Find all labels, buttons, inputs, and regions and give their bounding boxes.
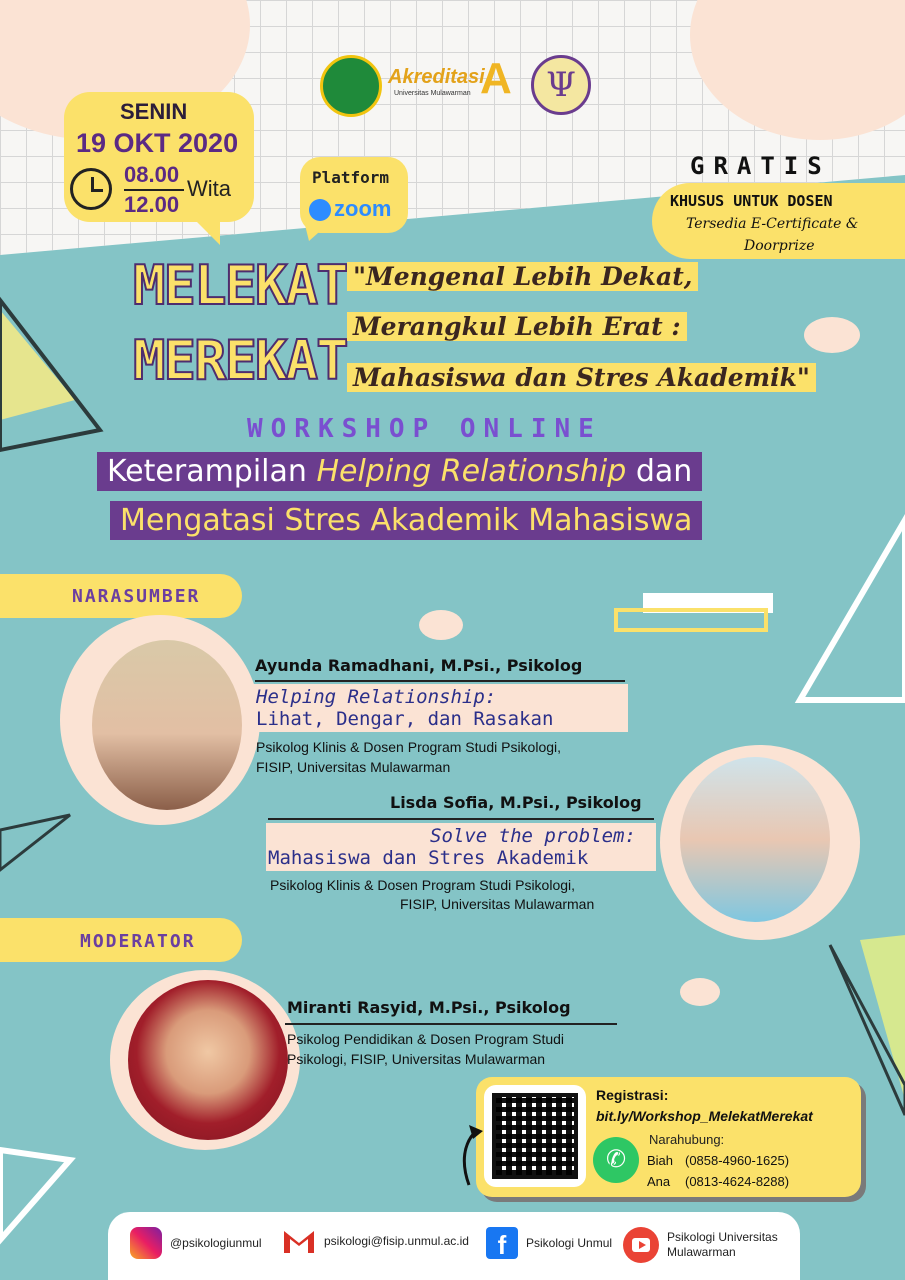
start-time: 08.00 — [124, 162, 180, 187]
registration-link[interactable]: bit.ly/Workshop_MelekatMerekat — [596, 1108, 813, 1124]
akreditasi-a-logo — [388, 54, 523, 108]
facebook-link[interactable] — [486, 1227, 612, 1259]
triangle-left-yellow — [0, 310, 75, 420]
speaker-1-desc-1: Psikolog Klinis & Dosen Program Studi Psikologi, — [256, 739, 562, 755]
moderator-desc-2: Psikologi, FISIP, Universitas Mulawarman — [287, 1051, 546, 1067]
quote-line-3: Mahasiswa dan Stres Akademik" — [347, 363, 816, 392]
facebook-icon: f — [486, 1227, 518, 1259]
email-link[interactable] — [282, 1227, 469, 1255]
speaker-2-desc-1: Psikolog Klinis & Dosen Program Studi Psikologi, — [270, 877, 576, 893]
quote-line-2: Merangkul Lebih Erat : — [347, 312, 687, 341]
whatsapp-icon[interactable]: ✆ — [593, 1137, 639, 1183]
speaker-1-topic-2: Lihat, Dengar, dan Rasakan — [256, 708, 554, 730]
email-address: psikologi@fisip.unmul.ac.id — [324, 1234, 469, 1248]
youtube-link[interactable] — [623, 1227, 778, 1263]
theme-italic: Helping Relationship — [316, 454, 627, 489]
youtube-name-1: Psikologi Universitas — [667, 1230, 778, 1244]
offer-perks-1: Tersedia E-Certificate & — [686, 216, 859, 232]
offer-target: KHUSUS UNTUK DOSEN — [670, 192, 833, 210]
theme-banner-1 — [97, 452, 702, 491]
date-bubble-tail — [190, 215, 230, 250]
theme-part1: Keterampilan — [107, 454, 317, 489]
registration-label: Registrasi: — [596, 1087, 669, 1103]
speaker-2-topic-2: Mahasiswa dan Stres Akademik — [268, 847, 589, 869]
speaker-1-underline — [255, 680, 625, 682]
speaker-1-photo — [92, 640, 242, 810]
contact-label: Narahubung: — [649, 1132, 725, 1147]
date-label: 19 OKT 2020 — [76, 128, 239, 158]
speaker-2-underline — [268, 818, 654, 820]
title-melekat: MELEKAT — [133, 254, 347, 317]
triangle-left-white — [0, 1150, 70, 1240]
day-label: SENIN — [120, 99, 188, 124]
contact-1-name: Biah — [647, 1153, 674, 1168]
quote-line-1: "Mengenal Lebih Dekat, — [347, 262, 698, 291]
triangle-left-dark-mid — [0, 815, 70, 870]
moderator-label: MODERATOR — [80, 931, 196, 952]
speaker-2-photo — [680, 757, 830, 922]
triangle-right-outline — [800, 520, 905, 700]
platform-bubble-tail — [305, 225, 335, 245]
facebook-name: Psikologi Unmul — [526, 1236, 613, 1250]
akreditasi-word: Akreditasi — [388, 66, 485, 88]
peach-blob-mid — [804, 317, 860, 353]
university-seal-logo — [320, 55, 382, 117]
peach-blob-small-2 — [680, 978, 720, 1006]
theme-part2: dan — [626, 454, 693, 489]
speaker-1-desc-2: FISIP, Universitas Mulawarman — [256, 759, 451, 775]
moderator-name: Miranti Rasyid, M.Psi., Psikolog — [287, 998, 571, 1017]
clock-icon — [70, 168, 112, 210]
moderator-underline — [285, 1023, 617, 1025]
moderator-desc-1: Psikolog Pendidikan & Dosen Program Studi — [287, 1031, 565, 1047]
arrow-icon — [455, 1125, 485, 1190]
contact-2-phone[interactable]: (0813-4624-8288) — [685, 1174, 790, 1189]
speaker-1-name: Ayunda Ramadhani, M.Psi., Psikolog — [255, 656, 583, 675]
contact-1-phone[interactable]: (0858-4960-1625) — [685, 1153, 790, 1168]
gmail-icon — [282, 1227, 316, 1255]
platform-label: Platform — [312, 168, 390, 187]
psychology-psi-logo: Ψ — [531, 55, 591, 115]
time-zone: Wita — [187, 176, 231, 201]
instagram-icon — [130, 1227, 162, 1259]
zoom-label: zoom — [334, 196, 392, 221]
theme-banner-2 — [110, 501, 702, 540]
gratis-label: GRATIS — [690, 152, 831, 180]
akreditasi-grade: A — [480, 54, 512, 103]
theme-line2: Mengatasi Stres Akademik Mahasiswa — [120, 503, 693, 538]
contact-2-name: Ana — [647, 1174, 671, 1189]
moderator-photo — [128, 980, 288, 1140]
qr-code[interactable] — [496, 1097, 574, 1175]
workshop-type: WORKSHOP ONLINE — [247, 414, 602, 444]
instagram-handle: @psikologiunmul — [170, 1236, 262, 1250]
peach-blob-small — [419, 610, 463, 640]
offer-perks-2: Doorprize — [744, 238, 815, 254]
speaker-1-topic-1: Helping Relationship: — [256, 686, 497, 708]
instagram-link[interactable] — [130, 1227, 262, 1259]
youtube-icon — [623, 1227, 659, 1263]
time-divider — [124, 189, 184, 191]
youtube-name-2: Mulawarman — [667, 1245, 736, 1259]
narasumber-label: NARASUMBER — [72, 586, 201, 607]
speaker-2-topic-1: Solve the problem: — [430, 825, 636, 847]
title-merekat: MEREKAT — [133, 329, 347, 392]
end-time: 12.00 — [124, 192, 180, 217]
akreditasi-sub: Universitas Mulawarman — [394, 90, 471, 97]
zoom-icon — [309, 199, 331, 221]
speaker-2-name: Lisda Sofia, M.Psi., Psikolog — [390, 793, 642, 812]
speaker-2-desc-2: FISIP, Universitas Mulawarman — [400, 896, 595, 912]
